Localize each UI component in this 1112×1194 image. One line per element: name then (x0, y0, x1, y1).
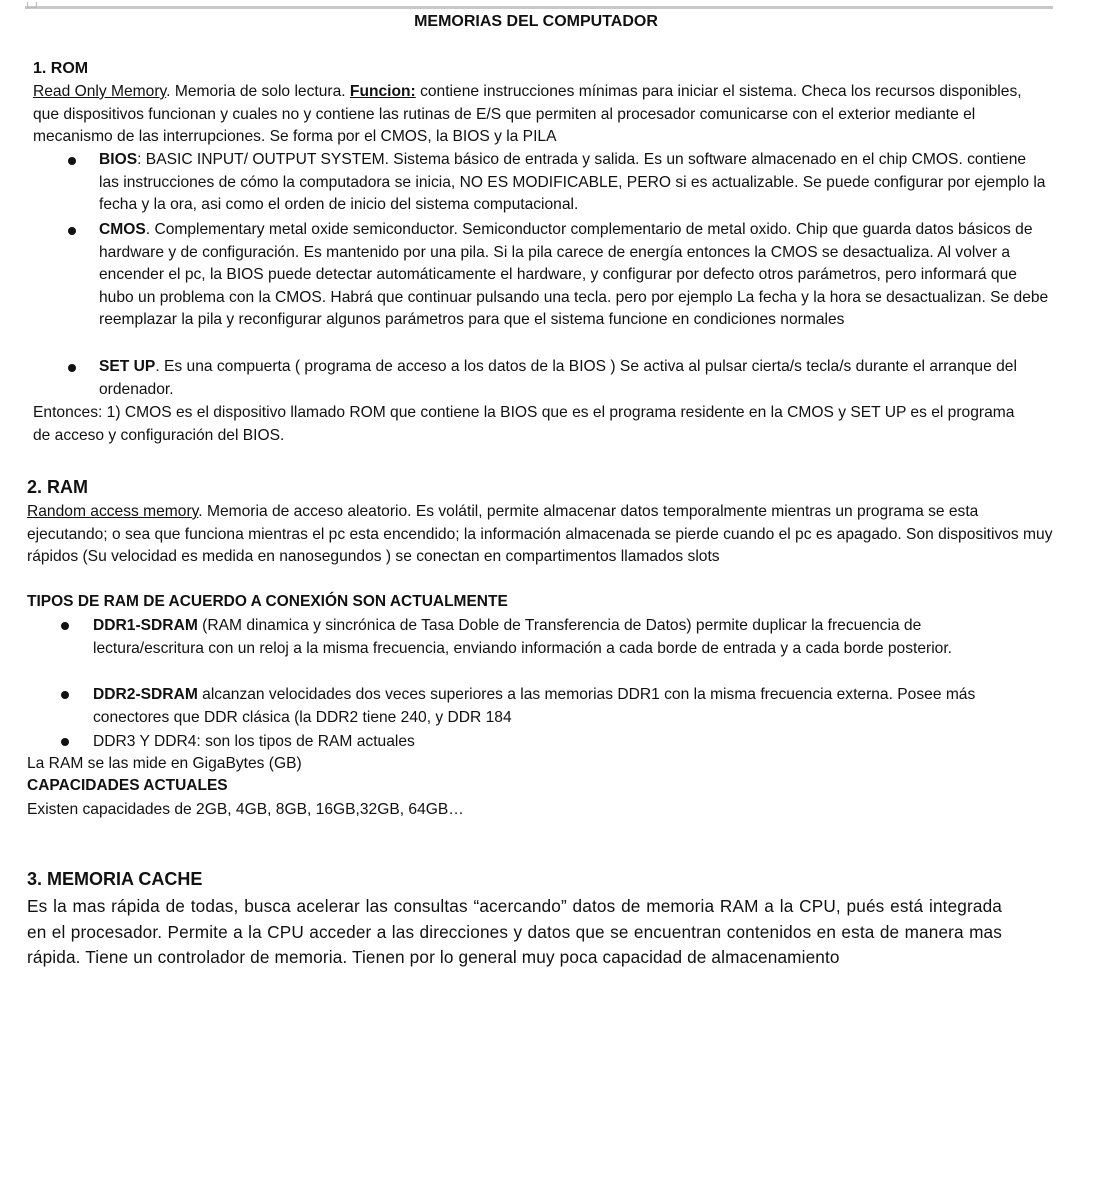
rom-item-setup (99, 356, 1019, 401)
bullet-icon (68, 364, 76, 372)
ram-measure: La RAM se las mide en GigaBytes (GB) (27, 755, 302, 772)
ram-intro-text: . Memoria de acceso aleatorio. Es volátil, permite almacenar datos temporalmente mientras un programa se esta ejecutando; o sea que funciona mientras el pc esta encendido; la información almacenada se pierde cuando el pc es apagado. Son dispositivos muy rápidos (Su velocidad es medida en nanosegundos ) se conectan en compartimentos llamados slots (27, 503, 1053, 566)
ram-types-heading: TIPOS DE RAM DE ACUERDO A CONEXIÓN SON ACTUALMENTE (27, 593, 508, 610)
rom-item-term: BIOS (99, 151, 138, 168)
ram-type-text: (RAM dinamica y sincrónica de Tasa Doble de Transferencia de Datos) permite duplicar la frecuencia de lectura/escritura con un reloj a la misma frecuencia, enviando información a cada borde de entrada y a cada borde posterior. (93, 617, 953, 657)
ram-heading: 2. RAM (27, 477, 89, 497)
ram-type-text: alcanzan velocidades dos veces superiores a las memorias DDR1 con la misma frecuencia externa. Posee más conectores que DDR clásica (la DDR2 tiene 240, y DDR 184 (93, 686, 976, 726)
capacities-text: Existen capacidades de 2GB, 4GB, 8GB, 16GB,32GB, 64GB… (27, 801, 464, 818)
rom-heading: 1. ROM (33, 60, 89, 77)
ram-type-ddr2 (93, 684, 1053, 729)
cache-heading: 3. MEMORIA CACHE (27, 869, 203, 889)
rom-intro-text-a: . Memoria de solo lectura. (166, 83, 350, 100)
ram-type-ddr1 (93, 615, 993, 660)
rom-item-text: : BASIC INPUT/ OUTPUT SYSTEM. Sistema básico de entrada y salida. Es un software almacenado en el chip CMOS. contiene las instrucciones de cómo la computadora se inicia, NO ES MODIFICABLE, PERO si es actualizable. Se puede configurar por ejemplo la fecha y la ora, asi como el orden de inicio del sistema computacional. (99, 151, 1046, 214)
rom-item-bios (99, 149, 1049, 217)
rom-function-label: Funcion: (349, 83, 416, 100)
rom-intro (33, 81, 1033, 149)
bullet-icon (61, 691, 69, 699)
rom-intro-text-b: contiene instrucciones mínimas para iniciar el sistema. Checa los recursos disponibles, que dispositivos funcionan y cuales no y contiene las rutinas de E/S que permiten al procesador comunicarse con el exterior mediante el mecanismo de las interrupciones. Se forma por el CMOS, la BIOS y la PILA (33, 83, 1022, 146)
rom-item-text: . Complementary metal oxide semiconductor. Semiconductor complementario de metal oxido. Chip que guarda datos básicos de hardware y de configuración. Es mantenido por una pila. Si la pila carece de energía entonces la CMOS se desactualiza. Al volver a encender el pc, la BIOS puede detectar automáticamente el hardware, y configurar por defecto otros parámetros, pero informará que hubo un problema con la CMOS. Habrá que continuar pulsando una tecla. pero por ejemplo La fecha y la hora se desactualizan. Se debe reemplazar la pila y reconfigurar algunos parámetros para que el sistema funcione en condiciones normales (99, 221, 1049, 329)
bullet-icon (68, 157, 76, 165)
document-title: MEMORIAS DEL COMPUTADOR (414, 13, 658, 30)
capacities-heading: CAPACIDADES ACTUALES (27, 777, 228, 794)
ruler-marker (27, 2, 37, 8)
bullet-icon (68, 227, 76, 235)
rom-item-text: . Es una compuerta ( programa de acceso a los datos de la BIOS ) Se activa al pulsar cierta/s tecla/s durante el arranque del ordenador. (99, 358, 1017, 398)
bullet-icon (61, 738, 69, 746)
ram-type-ddr3-ddr4: DDR3 Y DDR4: son los tipos de RAM actuales (93, 733, 415, 750)
rom-item-term: SET UP (99, 358, 156, 375)
rom-conclusion: Entonces: 1) CMOS es el dispositivo llamado ROM que contiene la BIOS que es el programa residente en la CMOS y SET UP es el programa de acceso y configuración del BIOS. (33, 404, 1015, 444)
bullet-icon (61, 622, 69, 630)
cache-text: Es la mas rápida de todas, busca acelerar las consultas “acercando” datos de memoria RAM a la CPU, pués está integrada en el procesador. Permite a la CPU acceder a las direcciones y datos que se encuentran contenidos en esta de manera mas rápida. Tiene un controlador de memoria. Tienen por lo general muy poca capacidad de almacenamiento (27, 896, 1002, 967)
rom-item-term: CMOS (99, 221, 146, 238)
rom-intro-link: Read Only Memory (33, 83, 167, 100)
ram-intro-link: Random access memory (27, 503, 199, 520)
page-top-border (25, 6, 1053, 9)
ram-type-term: DDR2-SDRAM (93, 686, 198, 703)
ram-type-term: DDR1-SDRAM (93, 617, 198, 634)
rom-item-cmos (99, 219, 1049, 332)
ram-intro (27, 501, 1057, 569)
